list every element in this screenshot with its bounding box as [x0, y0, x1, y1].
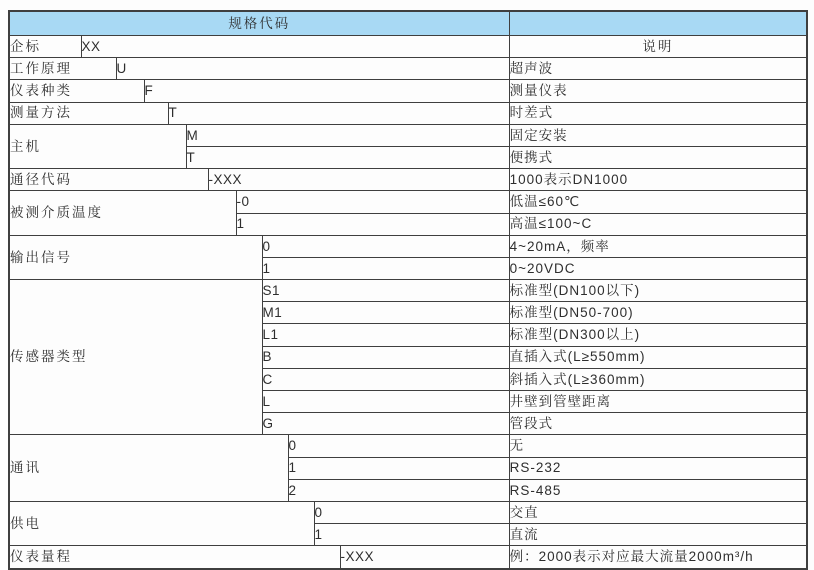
spec-code-cell: T — [186, 146, 509, 168]
spec-code-cell: B — [262, 346, 509, 368]
desc-column-header: 说明 — [509, 36, 807, 58]
spec-code-cell: 1 — [314, 524, 509, 546]
spec-group-label: 通径代码 — [9, 169, 208, 191]
spec-code-cell: -0 — [236, 191, 509, 213]
spec-code-cell: 0 — [288, 435, 509, 457]
table-header-row — [9, 11, 807, 36]
spec-desc-cell: 直插入式(L≥550mm) — [509, 346, 807, 368]
spec-group-label: 仪表种类 — [9, 80, 144, 102]
spec-code-cell: T — [168, 102, 509, 124]
spec-desc-cell: 超声波 — [509, 58, 807, 80]
table-row — [9, 169, 807, 191]
spec-desc-cell: 固定安装 — [509, 124, 807, 146]
spec-code-cell: 2 — [288, 479, 509, 501]
spec-code-cell: -XXX — [208, 169, 509, 191]
table-row — [9, 80, 807, 102]
spec-desc-cell: 便携式 — [509, 146, 807, 168]
table-row — [9, 58, 807, 80]
table-row — [9, 435, 807, 457]
spec-desc-cell: 标准型(DN100以下) — [509, 280, 807, 302]
spec-desc-cell: 0~20VDC — [509, 257, 807, 279]
table-row — [9, 191, 807, 213]
spec-group-label: 通讯 — [9, 435, 288, 502]
table-row — [9, 501, 807, 523]
spec-code-cell: F — [144, 80, 509, 102]
spec-desc-cell: 交直 — [509, 501, 807, 523]
spec-code-cell: L — [262, 391, 509, 413]
spec-group-label: 供电 — [9, 501, 314, 545]
spec-desc-cell: 高温≤100~C — [509, 213, 807, 235]
spec-desc-cell: 标准型(DN50-700) — [509, 302, 807, 324]
spec-code-cell: 0 — [314, 501, 509, 523]
spec-code-cell: 1 — [262, 257, 509, 279]
spec-group-label: 企标 — [9, 36, 81, 58]
spec-desc-cell: 井壁到管壁距离 — [509, 391, 807, 413]
spec-group-label: 被测介质温度 — [9, 191, 236, 235]
spec-desc-cell: 1000表示DN1000 — [509, 169, 807, 191]
spec-desc-cell: 无 — [509, 435, 807, 457]
desc-header-spacer — [509, 11, 807, 36]
table-row — [9, 102, 807, 124]
spec-code-cell: XX — [81, 36, 509, 58]
table-row — [9, 280, 807, 302]
spec-desc-cell: 管段式 — [509, 413, 807, 435]
spec-code-cell: S1 — [262, 280, 509, 302]
spec-code-cell: 1 — [288, 457, 509, 479]
spec-group-label: 主机 — [9, 124, 186, 168]
spec-group-label: 工作原理 — [9, 58, 116, 80]
spec-code-cell: M — [186, 124, 509, 146]
spec-code-cell: 0 — [262, 235, 509, 257]
spec-code-cell: C — [262, 368, 509, 390]
spec-code-cell: G — [262, 413, 509, 435]
spec-desc-cell: 标准型(DN300以上) — [509, 324, 807, 346]
spec-desc-cell: 4~20mA，频率 — [509, 235, 807, 257]
spec-code-header: 规格代码 — [9, 11, 509, 36]
spec-code-cell: L1 — [262, 324, 509, 346]
spec-desc-cell: 低温≤60℃ — [509, 191, 807, 213]
spec-desc-cell: 斜插入式(L≥360mm) — [509, 368, 807, 390]
spec-code-cell: U — [116, 58, 509, 80]
spec-group-label: 仪表量程 — [9, 546, 340, 569]
spec-desc-cell: RS-485 — [509, 479, 807, 501]
spec-group-label: 输出信号 — [9, 235, 262, 279]
spec-code-cell: M1 — [262, 302, 509, 324]
spec-code-cell: 1 — [236, 213, 509, 235]
spec-desc-cell: 例：2000表示对应最大流量2000m³/h — [509, 546, 807, 569]
spec-group-label: 传感器类型 — [9, 280, 262, 435]
table-row — [9, 124, 807, 146]
table-row — [9, 235, 807, 257]
spec-desc-cell: 直流 — [509, 524, 807, 546]
spec-code-cell: -XXX — [340, 546, 509, 569]
table-row — [9, 36, 807, 58]
spec-group-label: 测量方法 — [9, 102, 168, 124]
table-row — [9, 546, 807, 569]
spec-code-table — [8, 10, 808, 570]
spec-desc-cell: RS-232 — [509, 457, 807, 479]
spec-desc-cell: 时差式 — [509, 102, 807, 124]
spec-desc-cell: 测量仪表 — [509, 80, 807, 102]
